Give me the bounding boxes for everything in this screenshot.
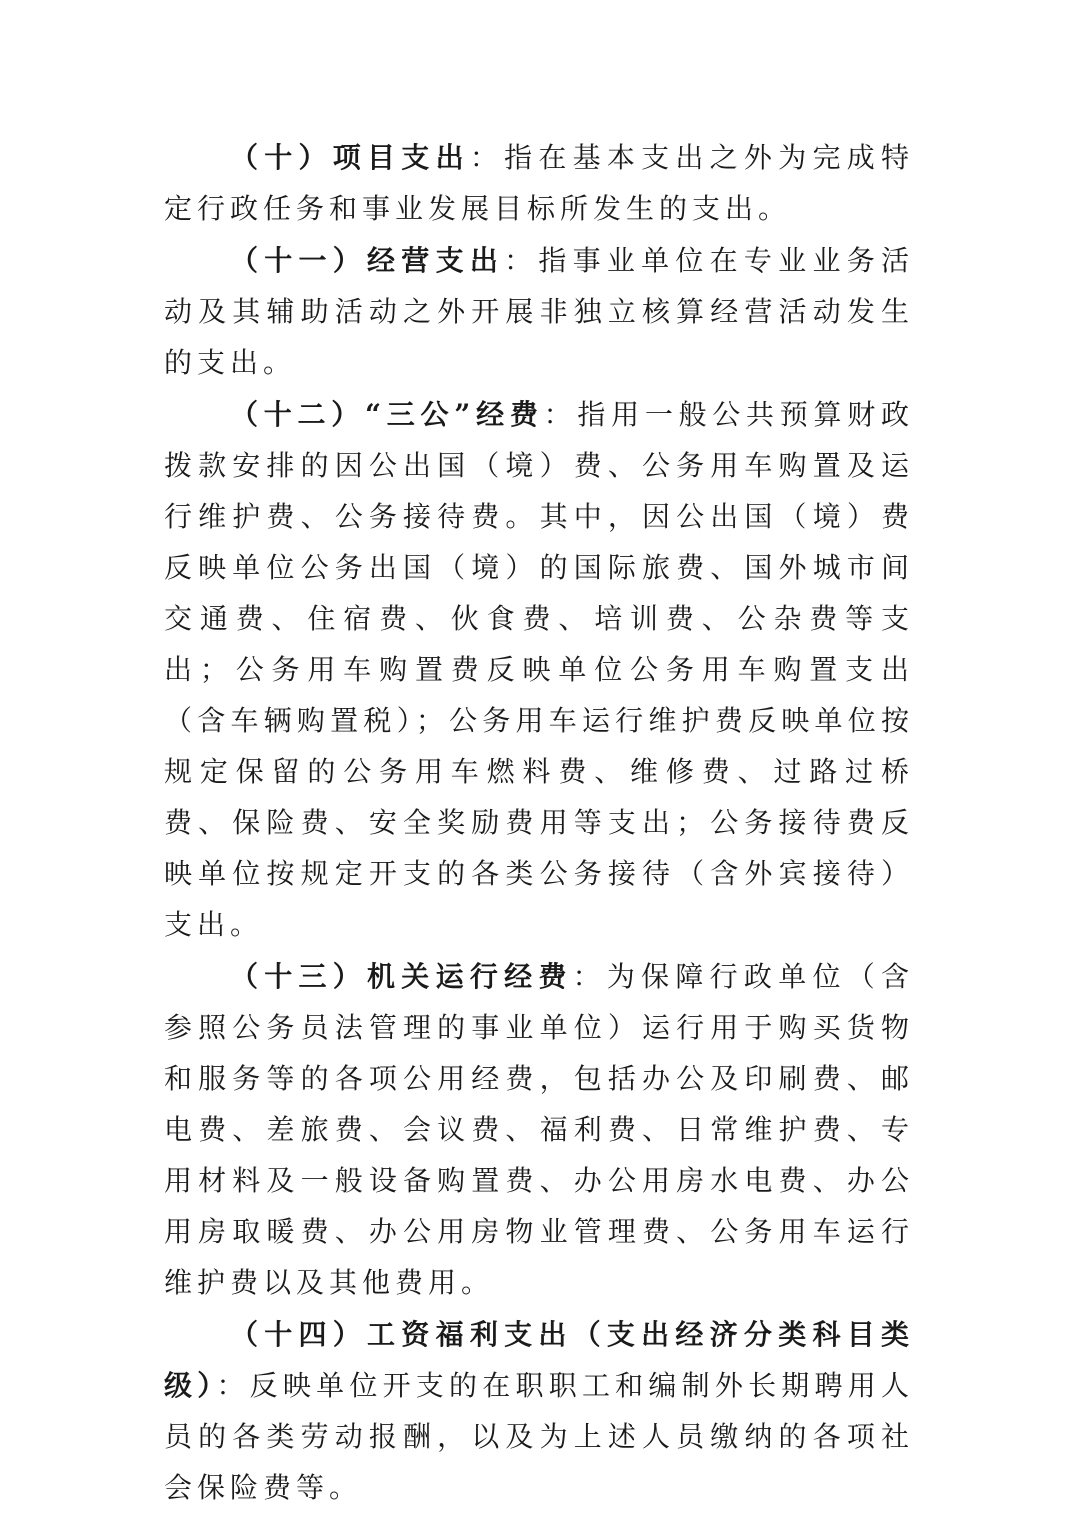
paragraph-operating-expenditure: [164, 235, 914, 388]
term-agency-operating-funds: （十三）机关运行经费: [230, 960, 573, 993]
definition-project-expenditure: ：指在基本支出之外为完成特定行政任务和事业发展目标所发生的支出。: [164, 141, 914, 225]
term-operating-expenditure: （十一）经营支出: [230, 244, 505, 277]
term-project-expenditure: （十）项目支出: [230, 141, 470, 174]
document-page: [164, 132, 914, 1514]
paragraph-agency-operating-funds: [164, 951, 914, 1308]
definition-three-public-expenses: ：指用一般公共预算财政拨款安排的因公出国（境）费、公务用车购置及运行维护费、公务接待费。其中，因公出国（境）费反映单位公务出国（境）的国际旅费、国外城市间交通费、住宿费、伙食费、培训费、公杂费等支出；公务用车购置费反映单位公务用车购置支出（含车辆购置税）；公务用车运行维护费反映单位按规定保留的公务用车燃料费、维修费、过路过桥费、保险费、安全奖励费用等支出；公务接待费反映单位按规定开支的各类公务接待（含外宾接待）支出。: [164, 398, 914, 941]
term-wage-welfare-expenditure: （十四）工资福利支出（支出经济分类科目类级）: [164, 1318, 914, 1402]
definition-wage-welfare-expenditure: ：反映单位开支的在职职工和编制外长期聘用人员的各类劳动报酬，以及为上述人员缴纳的各项社会保险费等。: [164, 1369, 914, 1504]
paragraph-wage-welfare-expenditure: [164, 1309, 914, 1513]
paragraph-three-public-expenses: [164, 389, 914, 950]
definition-agency-operating-funds: ：为保障行政单位（含参照公务员法管理的事业单位）运行用于购买货物和服务等的各项公用经费，包括办公及印刷费、邮电费、差旅费、会议费、福利费、日常维护费、专用材料及一般设备购置费、办公用房水电费、办公用房取暖费、办公用房物业管理费、公务用车运行维护费以及其他费用。: [164, 960, 914, 1299]
paragraph-project-expenditure: [164, 132, 914, 234]
term-three-public-expenses: （十二）“三公”经费: [230, 398, 544, 431]
definition-operating-expenditure: ：指事业单位在专业业务活动及其辅助活动之外开展非独立核算经营活动发生的支出。: [164, 244, 914, 379]
